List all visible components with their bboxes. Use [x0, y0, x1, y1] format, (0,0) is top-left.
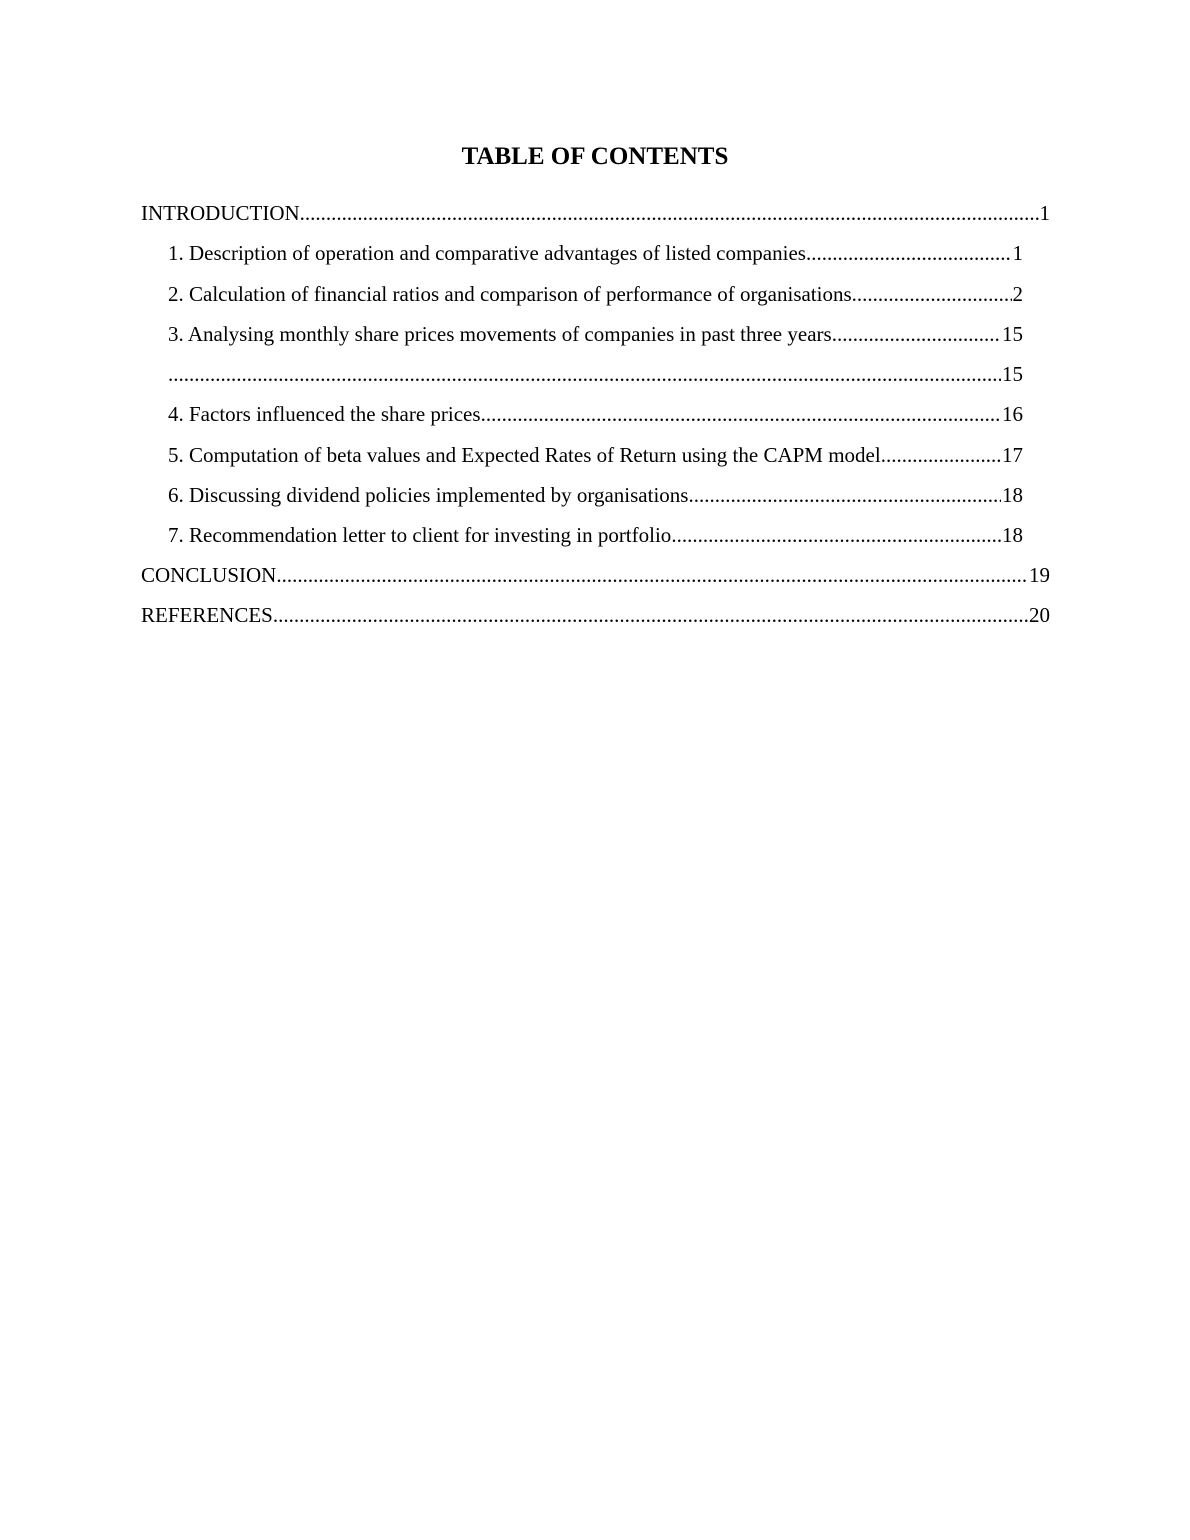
toc-dot-leader	[168, 361, 1001, 387]
toc-page-number: 17	[1002, 443, 1023, 467]
toc-title: TABLE OF CONTENTS	[461, 143, 729, 170]
toc-entry-label: CONCLUSION	[141, 563, 277, 587]
toc-entry-blank[interactable]	[168, 361, 1023, 387]
toc-entry-label: INTRODUCTION	[141, 201, 300, 225]
toc-page-number: 16	[1002, 402, 1023, 426]
toc-entry-label: 5. Computation of beta values and Expected Rates of Return using the CAPM model.	[168, 443, 886, 467]
toc-dot-leader	[273, 602, 1028, 628]
toc-page-number: 1	[1039, 201, 1050, 225]
toc-dot-leader	[852, 281, 1012, 307]
toc-entry-section-2[interactable]	[168, 281, 1023, 307]
toc-page-number: 18	[1002, 483, 1023, 507]
toc-entry-references[interactable]	[141, 602, 1050, 628]
toc-entry-introduction[interactable]	[141, 200, 1050, 226]
toc-entry-section-3[interactable]	[168, 321, 1023, 347]
toc-page-number: 2	[1012, 282, 1023, 306]
toc-page-number: 20	[1029, 603, 1050, 627]
toc-entry-label: 7. Recommendation letter to client for investing in portfolio	[168, 523, 672, 547]
toc-entry-section-1[interactable]	[168, 240, 1023, 266]
toc-page-number: 15	[1002, 322, 1023, 346]
toc-dot-leader	[481, 401, 1001, 427]
toc-dot-leader	[688, 482, 1001, 508]
toc-entry-label: 4. Factors influenced the share prices	[168, 402, 481, 426]
toc-entry-label: 3. Analysing monthly share prices movements of companies in past three years	[168, 322, 832, 346]
toc-dot-leader	[671, 522, 1001, 548]
toc-page-number: 1	[1012, 241, 1023, 265]
toc-dot-leader	[832, 321, 1001, 347]
toc-page-number: 19	[1029, 563, 1050, 587]
toc-dot-leader	[300, 200, 1039, 226]
toc-entry-section-4[interactable]	[168, 401, 1023, 427]
toc-page-number: 15	[1002, 362, 1023, 386]
toc-entry-conclusion[interactable]	[141, 562, 1050, 588]
toc-entry-section-5[interactable]	[168, 442, 1023, 468]
toc-dot-leader	[886, 442, 1001, 468]
toc-entry-section-6[interactable]	[168, 482, 1023, 508]
toc-entry-label: 2. Calculation of financial ratios and comparison of performance of organisations	[168, 282, 852, 306]
toc-entry-section-7[interactable]	[168, 522, 1023, 548]
toc-entry-label: REFERENCES	[141, 603, 273, 627]
toc-page-number: 18	[1002, 523, 1023, 547]
toc-dot-leader	[276, 562, 1028, 588]
toc-entry-label: 6. Discussing dividend policies implemented by organisations	[168, 483, 689, 507]
toc-dot-leader	[806, 240, 1012, 266]
toc-entry-label: 1. Description of operation and comparative advantages of listed companies	[168, 241, 806, 265]
